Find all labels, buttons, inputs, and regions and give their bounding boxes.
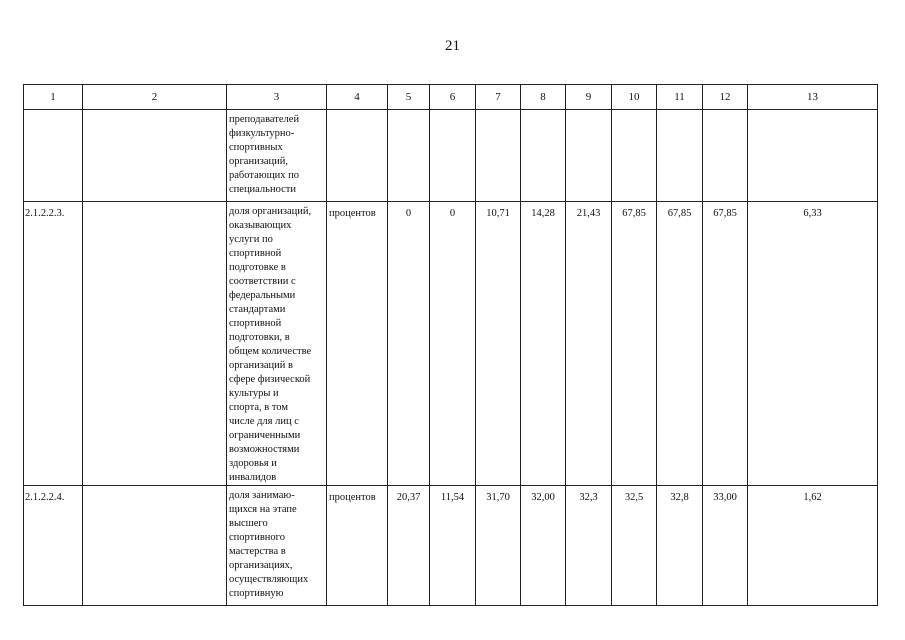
row-value-cell: 0 <box>430 202 476 486</box>
header-cell: 7 <box>476 85 521 110</box>
description-line: организаций в <box>229 360 293 371</box>
description-line: высшего <box>229 518 268 529</box>
header-cell: 9 <box>566 85 612 110</box>
header-cell: 11 <box>657 85 703 110</box>
row-unit-cell: процентов <box>327 486 388 606</box>
row-value-cell: 67,85 <box>703 202 748 486</box>
row-description-cell <box>227 110 327 202</box>
row-col2-cell <box>83 486 227 606</box>
table-row <box>24 202 878 486</box>
description-line: ограниченными <box>229 430 301 441</box>
header-cell: 5 <box>388 85 430 110</box>
description-line: инвалидов <box>229 472 277 483</box>
description-line: здоровья и <box>229 458 277 469</box>
description-line: осуществляющих <box>229 574 309 585</box>
row-value-cell <box>612 110 657 202</box>
row-value-cell <box>476 110 521 202</box>
description-line: оказывающих <box>229 220 292 231</box>
row-value-cell <box>703 110 748 202</box>
table-row <box>24 486 878 606</box>
description-line: подготовки, в <box>229 332 290 343</box>
row-code-cell <box>24 110 83 202</box>
description-line: спорта, в том <box>229 402 288 413</box>
row-value-cell: 31,70 <box>476 486 521 606</box>
row-last-value-cell: 1,62 <box>748 486 878 606</box>
row-description-cell <box>227 486 327 606</box>
row-value-cell: 10,71 <box>476 202 521 486</box>
description-line: возможностями <box>229 444 300 455</box>
row-value-cell: 0 <box>388 202 430 486</box>
header-cell: 1 <box>24 85 83 110</box>
description-line: спортивного <box>229 532 285 543</box>
header-cell: 4 <box>327 85 388 110</box>
row-value-cell: 32,00 <box>521 486 566 606</box>
description-line: общем количестве <box>229 346 312 357</box>
description-line: щихся на этапе <box>229 504 297 515</box>
row-description-cell <box>227 202 327 486</box>
description-line: соответствии с <box>229 276 296 287</box>
row-value-cell: 20,37 <box>388 486 430 606</box>
row-value-cell: 32,8 <box>657 486 703 606</box>
description-line: спортивных <box>229 142 283 153</box>
description-line: специальности <box>229 184 296 195</box>
header-cell: 8 <box>521 85 566 110</box>
row-col2-cell <box>83 202 227 486</box>
row-value-cell <box>388 110 430 202</box>
data-table <box>23 84 878 606</box>
row-value-cell: 67,85 <box>612 202 657 486</box>
description-line: организациях, <box>229 560 293 571</box>
description-line: работающих по <box>229 170 300 181</box>
row-value-cell: 11,54 <box>430 486 476 606</box>
table-body <box>24 110 878 606</box>
header-cell: 12 <box>703 85 748 110</box>
row-value-cell: 14,28 <box>521 202 566 486</box>
table-row <box>24 110 878 202</box>
header-cell: 13 <box>748 85 878 110</box>
description-line: физкультурно- <box>229 128 295 139</box>
row-value-cell: 67,85 <box>657 202 703 486</box>
header-cell: 10 <box>612 85 657 110</box>
description-line: культуры и <box>229 388 279 399</box>
description-line: подготовке в <box>229 262 286 273</box>
description-line: федеральными <box>229 290 296 301</box>
header-cell: 3 <box>227 85 327 110</box>
row-value-cell: 33,00 <box>703 486 748 606</box>
page-number: 21 <box>445 38 460 54</box>
row-value-cell: 32,5 <box>612 486 657 606</box>
row-last-value-cell: 6,33 <box>748 202 878 486</box>
row-code-cell: 2.1.2.2.3. <box>24 202 83 486</box>
row-unit-cell: процентов <box>327 202 388 486</box>
description-line: доля занимаю- <box>229 490 295 501</box>
row-value-cell <box>566 110 612 202</box>
description-line: спортивной <box>229 318 282 329</box>
header-row <box>24 85 878 110</box>
row-code-cell: 2.1.2.2.4. <box>24 486 83 606</box>
row-unit-cell <box>327 110 388 202</box>
description-line: мастерства в <box>229 546 286 557</box>
description-line: числе для лиц с <box>229 416 299 427</box>
header-cell: 6 <box>430 85 476 110</box>
description-line: услуги по <box>229 234 273 245</box>
description-line: спортивной <box>229 248 282 259</box>
header-cell: 2 <box>83 85 227 110</box>
row-last-value-cell <box>748 110 878 202</box>
description-line: стандартами <box>229 304 286 315</box>
description-line: преподавателей <box>229 114 300 125</box>
description-line: спортивную <box>229 588 284 599</box>
row-value-cell: 32,3 <box>566 486 612 606</box>
description-line: организаций, <box>229 156 288 167</box>
description-line: сфере физической <box>229 374 311 385</box>
description-line: доля организаций, <box>229 206 312 217</box>
row-col2-cell <box>83 110 227 202</box>
row-value-cell <box>430 110 476 202</box>
row-value-cell <box>657 110 703 202</box>
row-value-cell <box>521 110 566 202</box>
row-value-cell: 21,43 <box>566 202 612 486</box>
